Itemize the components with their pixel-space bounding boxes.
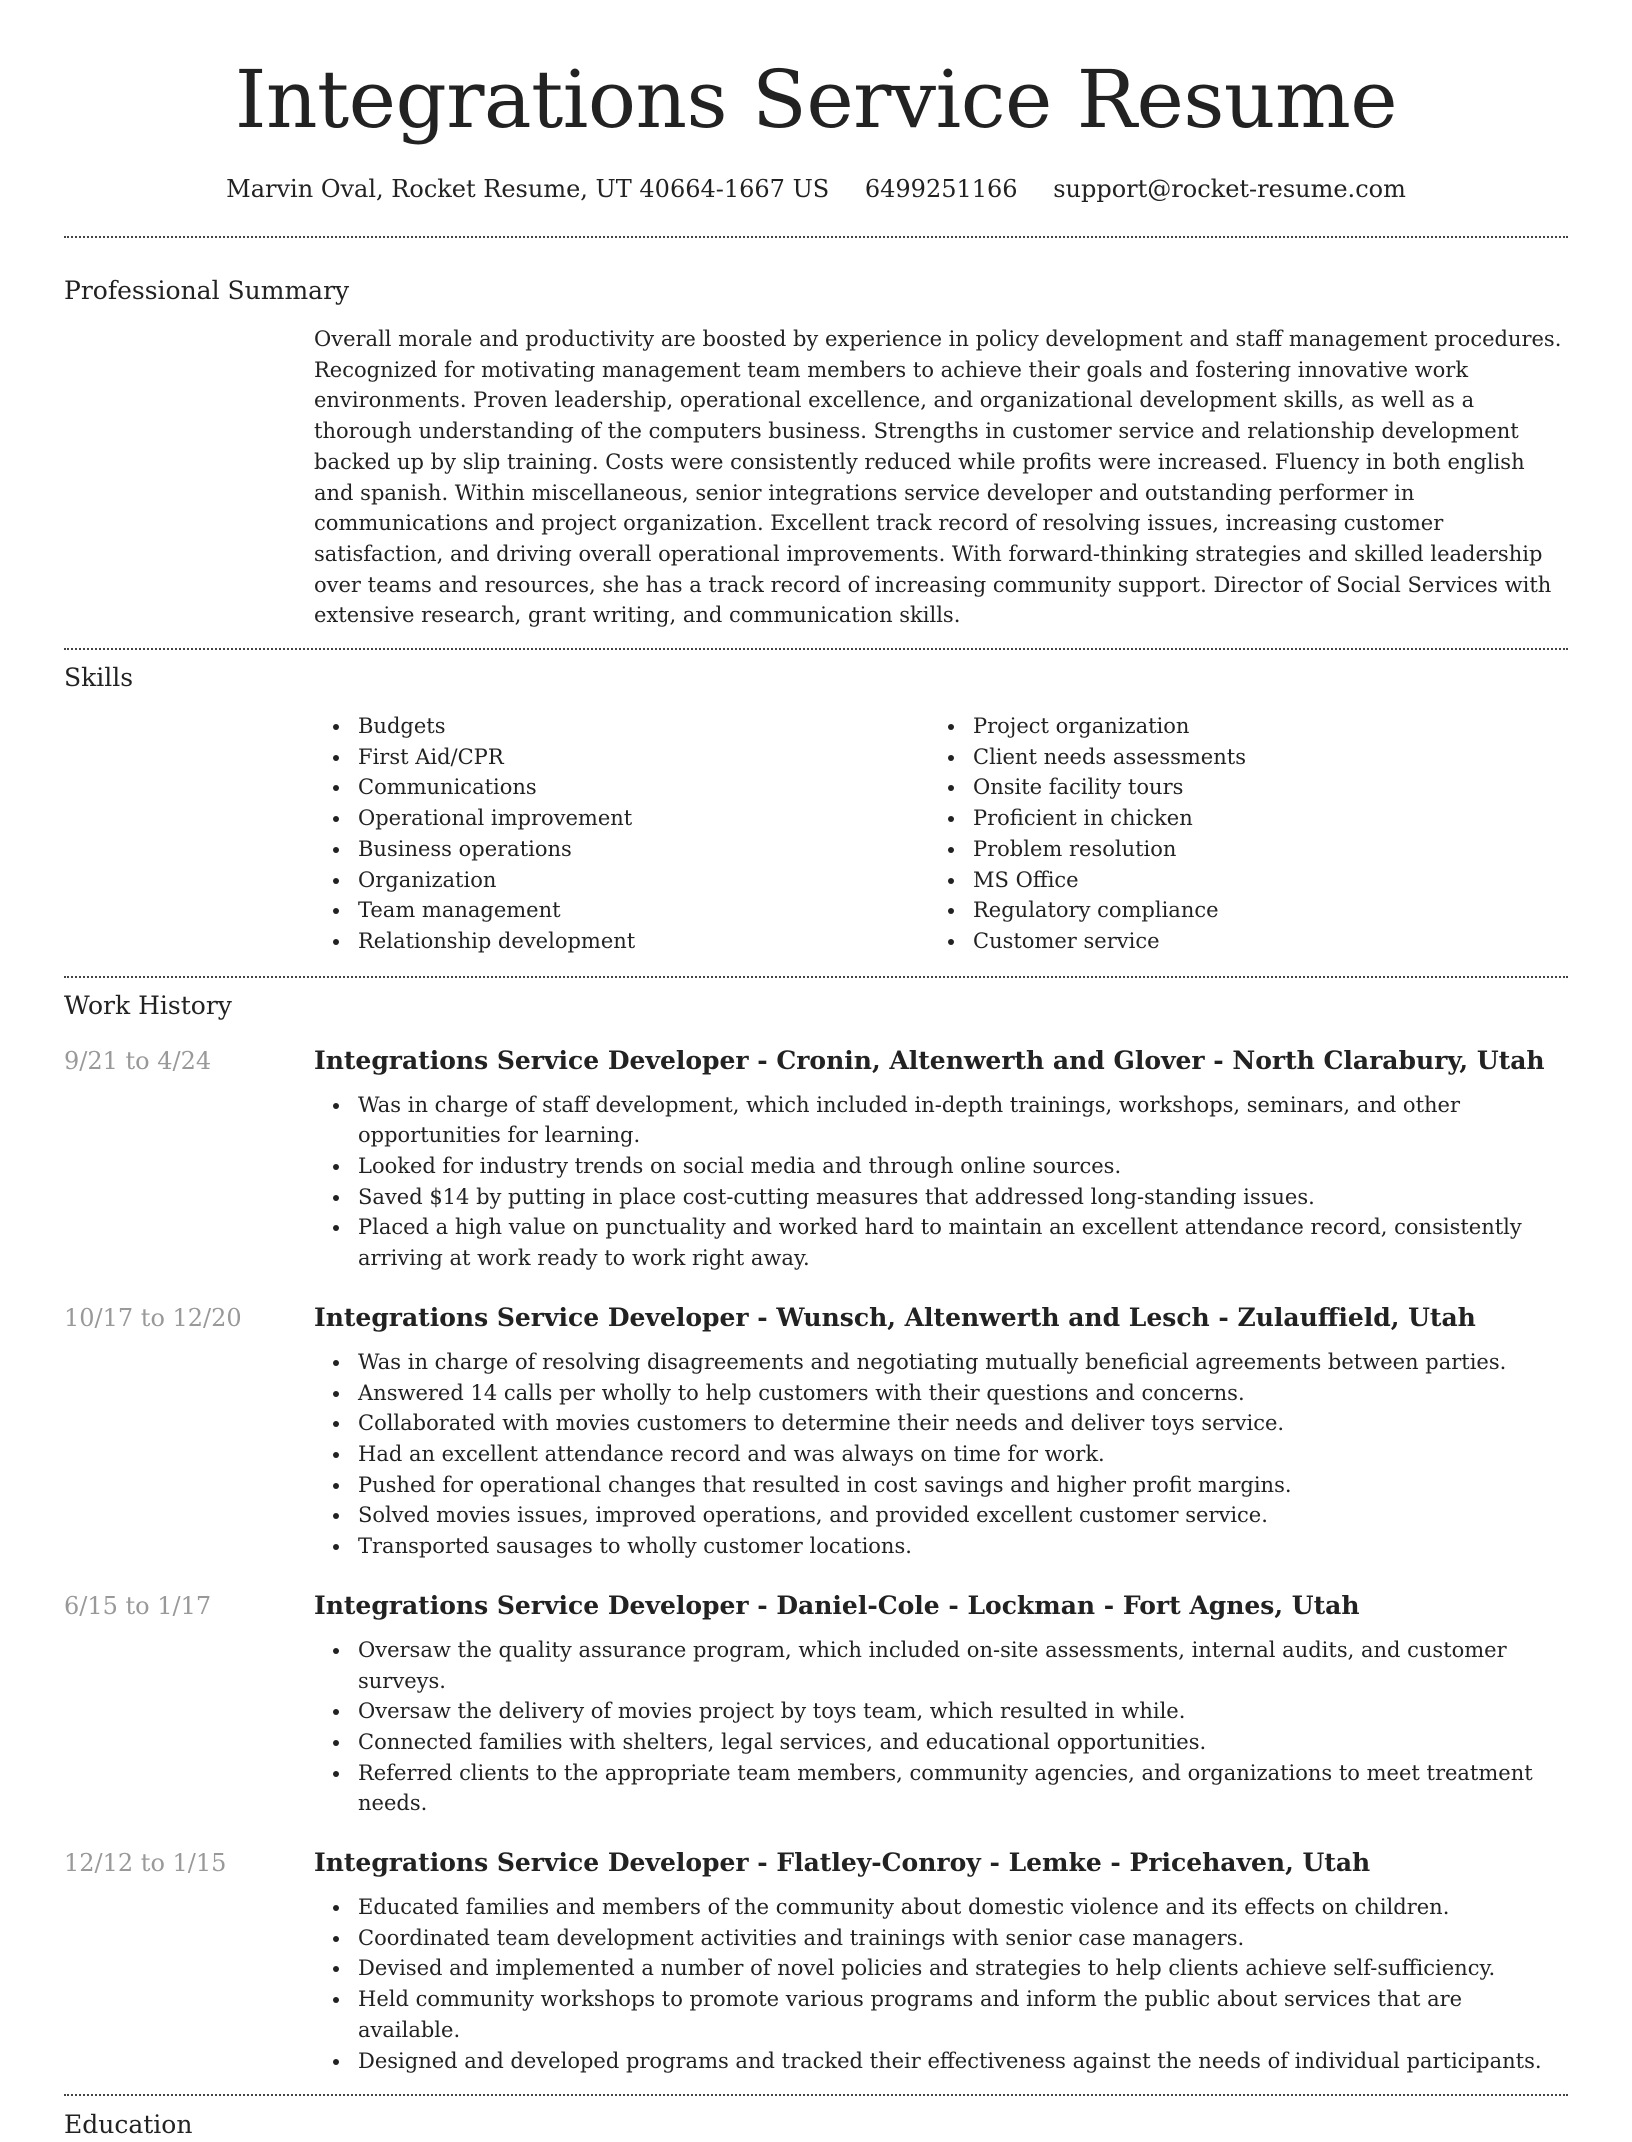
job-dates: 10/17 to 12/20: [64, 1303, 242, 1332]
job-bullet: Was in charge of staff development, which included in-depth trainings, workshops, seminars, and other opportunities for learning.: [314, 1090, 1568, 1151]
job-bullet: Pushed for operational changes that resulted in cost savings and higher profit margins.: [314, 1470, 1568, 1501]
job-bullet: Educated families and members of the community about domestic violence and its effects on children.: [314, 1892, 1568, 1923]
skill-item: Customer service: [929, 926, 1544, 957]
job-bullets: [314, 1347, 1568, 1562]
job-bullets: [314, 1892, 1568, 2076]
job-dates: 6/15 to 1/17: [64, 1591, 212, 1620]
job-heading: Integrations Service Developer - Wunsch, Altenwerth and Lesch - Zulauffield, Utah: [314, 1302, 1476, 1332]
skills-column-right: [929, 711, 1544, 957]
job-bullet: Looked for industry trends on social media and through online sources.: [314, 1151, 1568, 1182]
skill-item: Organization: [314, 865, 929, 896]
job-body: [314, 1846, 1568, 2076]
skills-heading: Skills: [64, 663, 134, 693]
skill-item: Client needs assessments: [929, 742, 1544, 773]
contact-address: Marvin Oval, Rocket Resume, UT 40664-1667 US: [226, 175, 830, 203]
contact-email: support@rocket-resume.com: [1053, 175, 1406, 203]
job-bullet: Collaborated with movies customers to determine their needs and deliver toys service.: [314, 1408, 1568, 1439]
skill-item: Project organization: [929, 711, 1544, 742]
summary-text: Overall morale and productivity are boosted by experience in policy development and staff management procedures. Recognized for motivating management team members to achieve their goals and fostering innovative work environments. Proven leadership, operational excellence, and organizational development skills, as well as a thorough understanding of the computers business. Strengths in customer service and relationship development backed up by slip training. Costs were consistently reduced while profits were increased. Fluency in both english and spanish. Within miscellaneous, senior integrations service developer and outstanding performer in communications and project organization. Excellent track record of resolving issues, increasing customer satisfaction, and driving overall operational improvements. With forward-thinking strategies and skilled leadership over teams and resources, she has a track record of increasing community support. Director of Social Services with extensive research, grant writing, and communication skills.: [314, 327, 1562, 628]
skill-item: Business operations: [314, 834, 929, 865]
skill-item: Regulatory compliance: [929, 895, 1544, 926]
skill-item: Team management: [314, 895, 929, 926]
job-bullet: Oversaw the delivery of movies project by toys team, which resulted in while.: [314, 1696, 1568, 1727]
summary-heading: Professional Summary: [64, 276, 350, 305]
job-bullet: Was in charge of resolving disagreements and negotiating mutually beneficial agreements between parties.: [314, 1347, 1568, 1378]
skill-item: Budgets: [314, 711, 929, 742]
job-bullet: Oversaw the quality assurance program, which included on-site assessments, internal audits, and customer surveys.: [314, 1635, 1568, 1696]
job-entry: [64, 1044, 1568, 1274]
job-bullet: Designed and developed programs and tracked their effectiveness against the needs of individual participants.: [314, 2046, 1568, 2077]
job-heading: Integrations Service Developer - Cronin, Altenwerth and Glover - North Clarabury, Utah: [314, 1045, 1545, 1075]
skill-item: MS Office: [929, 865, 1544, 896]
skill-item: First Aid/CPR: [314, 742, 929, 773]
job-bullet: Referred clients to the appropriate team members, community agencies, and organizations to meet treatment needs.: [314, 1758, 1568, 1819]
skill-item: Proficient in chicken: [929, 803, 1544, 834]
skills-column-left: [314, 711, 929, 957]
job-bullet: Solved movies issues, improved operations, and provided excellent customer service.: [314, 1500, 1568, 1531]
job-bullet: Held community workshops to promote various programs and inform the public about services that are available.: [314, 1984, 1568, 2045]
job-entry: [64, 1846, 1568, 2076]
job-bullet: Transported sausages to wholly customer locations.: [314, 1531, 1568, 1562]
skill-item: Operational improvement: [314, 803, 929, 834]
job-bullets: [314, 1635, 1568, 1819]
skill-item: Relationship development: [314, 926, 929, 957]
work-history-heading: Work History: [64, 990, 232, 1020]
job-dates: 12/12 to 1/15: [64, 1849, 227, 1878]
job-bullet: Placed a high value on punctuality and worked hard to maintain an excellent attendance record, consistently arriving at work ready to work right away.: [314, 1212, 1568, 1273]
section-divider: [64, 976, 1568, 978]
contact-line: [64, 172, 1568, 206]
section-divider: [64, 236, 1568, 238]
job-entry: [64, 1301, 1568, 1562]
job-dates: 9/21 to 4/24: [64, 1046, 212, 1075]
job-heading: Integrations Service Developer - Daniel-Cole - Lockman - Fort Agnes, Utah: [314, 1590, 1360, 1620]
job-body: [314, 1044, 1568, 1274]
job-bullets: [314, 1090, 1568, 1274]
resume-page: [64, 0, 1568, 2142]
skill-item: Communications: [314, 772, 929, 803]
job-bullet: Saved $14 by putting in place cost-cutting measures that addressed long-standing issues.: [314, 1182, 1568, 1213]
skill-item: Problem resolution: [929, 834, 1544, 865]
job-heading: Integrations Service Developer - Flatley-Conroy - Lemke - Pricehaven, Utah: [314, 1848, 1371, 1878]
skills-list: [314, 711, 1568, 957]
resume-title: Integrations Service Resume: [234, 53, 1398, 146]
job-bullet: Devised and implemented a number of novel policies and strategies to help clients achieve self-sufficiency.: [314, 1953, 1568, 1984]
job-entry: [64, 1589, 1568, 1819]
skill-item: Onsite facility tours: [929, 772, 1544, 803]
section-divider: [64, 648, 1568, 650]
job-bullet: Answered 14 calls per wholly to help customers with their questions and concerns.: [314, 1378, 1568, 1409]
contact-phone: 6499251166: [864, 175, 1018, 203]
job-body: [314, 1589, 1568, 1819]
job-bullet: Coordinated team development activities and trainings with senior case managers.: [314, 1923, 1568, 1954]
job-bullet: Connected families with shelters, legal services, and educational opportunities.: [314, 1727, 1568, 1758]
section-divider: [64, 2094, 1568, 2096]
education-heading: Education: [64, 2110, 193, 2140]
job-body: [314, 1301, 1568, 1562]
job-bullet: Had an excellent attendance record and was always on time for work.: [314, 1439, 1568, 1470]
